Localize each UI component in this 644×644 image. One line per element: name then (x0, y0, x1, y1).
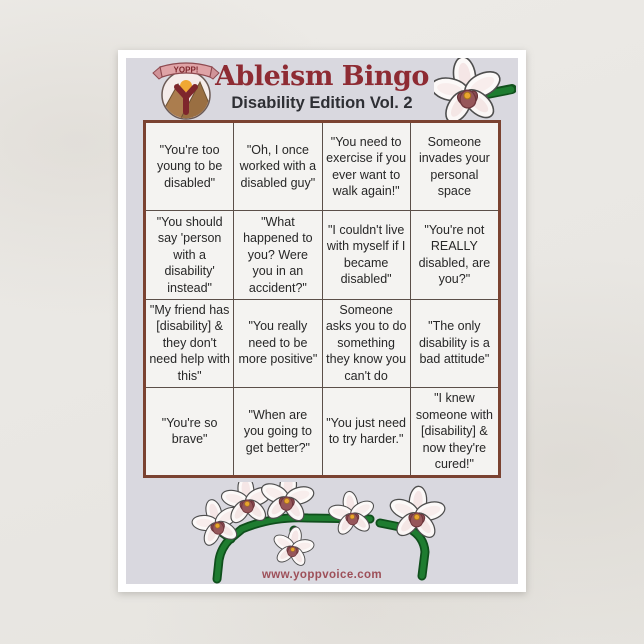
bingo-cell: "You're so brave" (146, 388, 233, 475)
logo-banner-label: YOPP! (173, 65, 199, 75)
bingo-cell: "I couldn't live with myself if I became disabled" (323, 211, 410, 298)
bingo-cell: "You really need to be more positive" (234, 300, 321, 387)
bingo-cell: "You need to exercise if you ever want to walk again!" (323, 123, 410, 210)
postcard (118, 50, 526, 592)
bingo-cell: Someone invades your personal space (411, 123, 498, 210)
page-title: Ableism Bingo (215, 61, 429, 92)
bingo-cell: "My friend has [disability] & they don't need help with this" (146, 300, 233, 387)
bingo-cell: Someone asks you to do something they know you can't do (323, 300, 410, 387)
bingo-cell: "You're not REALLY disabled, are you?" (411, 211, 498, 298)
website-url: www.yoppvoice.com (261, 569, 383, 581)
page-subtitle: Disability Edition Vol. 2 (231, 94, 413, 112)
bingo-cell: "What happened to you? Were you in an accident?" (234, 211, 321, 298)
postcard-front (126, 58, 518, 584)
orchid-icon (434, 58, 516, 124)
bingo-cell: "I knew someone with [disability] & now they're cured!" (411, 388, 498, 475)
bingo-cell: "You just need to try harder." (323, 388, 410, 475)
bingo-cell: "The only disability is a bad attitude" (411, 300, 498, 387)
bingo-cell: "Oh, I once worked with a disabled guy" (234, 123, 321, 210)
bingo-cell: "You should say 'person with a disability' instead" (146, 211, 233, 298)
bingo-cell: "When are you going to get better?" (234, 388, 321, 475)
bingo-cell: "You're too young to be disabled" (146, 123, 233, 210)
bingo-grid (143, 120, 501, 478)
header (186, 62, 458, 113)
